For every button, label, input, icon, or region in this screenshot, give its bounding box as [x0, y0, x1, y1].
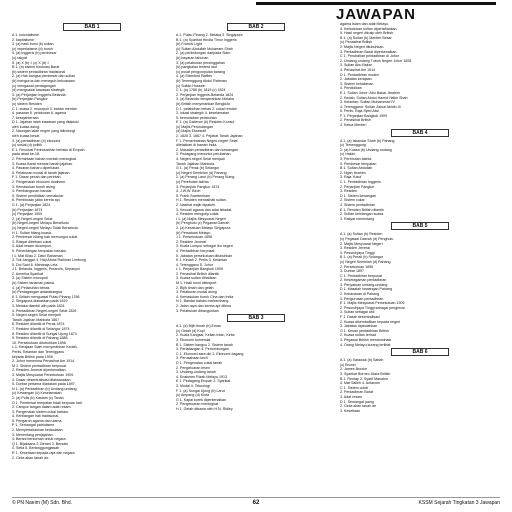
answer-line: 2. James Brooke: [340, 367, 367, 372]
answer-line: 2. Ngah Ibrahim: [340, 170, 366, 175]
answer-line: (c) Hakim: [340, 152, 356, 157]
answer-line: 6. Residen dilantik di Perak 1874: [12, 322, 65, 327]
answer-line: (c) sistem Residen: [12, 101, 42, 106]
answer-line: A 1. kolonialisme: [12, 33, 39, 37]
answer-line: D 1. Semangat juang: [340, 399, 374, 404]
answer-line: I 1. Mat Kilau 2. Dato' Bahaman: [12, 253, 63, 258]
section-title: BAB 3: [227, 314, 285, 322]
answer-line: 2. Kedah: Sultan Abdul Hamid Halim Shah: [340, 95, 408, 100]
answer-line: O 1. Pembesar tempatan tidak berpuas hati.: [12, 400, 83, 405]
answer-line: 9. Residen dilantik di Pahang 1888: [12, 336, 68, 341]
answer-line: (b) Francis Light: [176, 42, 202, 47]
answer-line: 4. Residen mengutip cukai.: [176, 212, 220, 217]
answer-line: 3. (a) Belanda menyerahkan Melaka: [176, 97, 234, 102]
answer-line: C 1. kuasa 2. monopoli 3. bahan mentah: [12, 106, 77, 111]
answer-column-3: [340, 22, 500, 490]
answer-line: 2. Nasihat wajib dipatuhi.: [176, 202, 216, 207]
answer-line: 2. Pengenalan ekonomi dualisme.: [12, 180, 67, 184]
answer-line: 2. Mempertahankan kedaulatan.: [12, 428, 64, 433]
answer-line: N 1. Bandar baharu berkembang: [176, 299, 229, 304]
answer-line: 4. Enakmen Rizab Melayu 1913: [176, 374, 227, 379]
answer-line: 4. J.W.W. Birch: [176, 189, 201, 194]
answer-line: 5. Dol Said 6. Maharaja Lela: [12, 262, 58, 267]
answer-line: (c) sosial (d) politik: [12, 143, 42, 148]
answer-line: (c) Majlis Perundangan: [176, 124, 213, 129]
answer-line: 3. Kesetiaan: [340, 408, 360, 413]
answer-line: (c) mengawal perdagangan: [12, 83, 56, 88]
answer-line: G 1. (a) Perjanjian 1824: [12, 202, 51, 207]
section-title: BAB 6: [391, 348, 449, 356]
answer-line: 3. Kuasa Barat mencari tanah jajahan.: [12, 161, 74, 166]
answer-line: 2. (a) Polis (b) Kastam (c) Tanah: [12, 395, 64, 400]
answer-line: 3. Undang-undang tanah: [176, 370, 216, 375]
answer-line: 4. Dasar desentralisasi dilaksanakan.: [12, 377, 72, 382]
answer-line: oleh kuasa besar.: [12, 134, 41, 139]
answer-line: A 1. (a) Sultan (b) Residen: [340, 232, 383, 237]
answer-line: E 1. Sultan Johor: Abu Bakar, Ibrahim: [340, 90, 400, 95]
answer-line: 3. (a) pelabuhan persinggahan: [176, 60, 225, 65]
answer-line: 2. Singapura diasaskan pada 1819: [12, 299, 68, 304]
answer-line: E 1. Residen British dilantik: [340, 207, 384, 212]
answer-line: H 1. Sultan hilang kuasa.: [12, 230, 52, 235]
section-title: BAB 5: [391, 222, 449, 230]
answer-line: 4. Pentadbiran berpusat: [176, 248, 215, 253]
answer-line: 5. kemudahan pelabuhan: [176, 115, 217, 120]
answer-line: 3. (a) hasil bumi (b) sultan: [12, 42, 54, 47]
answer-line: 4. (a) Inggeris (b) pembesar: [12, 51, 57, 56]
answer-line: 4. Kemasukan buruh Cina dan India: [176, 294, 234, 299]
answer-line: D 1. Masalah kewangan Pahang: [340, 287, 392, 292]
answer-line: 3. Majlis Mesyuarat Persekutuan 1909.: [12, 372, 75, 377]
answer-line: (b) pangkalan tentera laut: [176, 65, 217, 70]
answer-line: 2. Cinta akan tanah air.: [12, 455, 49, 460]
answer-line: (b) Temenggung Abdul Rahman: [176, 78, 227, 83]
answer-line: 4. pasaran 5. pelaburan 6. agama: [12, 111, 66, 116]
answer-line: 3. Kelantan: Sultan Muhammad IV: [340, 100, 395, 105]
answer-line: 2. Undang-undang Tubuh Negeri Johor 1895: [340, 58, 412, 63]
answer-line: (b) Penghulu (c) Pegawai Daerah: [176, 221, 230, 226]
footer-page-number: 62: [252, 500, 260, 506]
answer-line: L 1. Perjanjian Bangkok 1909: [176, 267, 223, 272]
answer-line: 3. lokasi strategik 4. keselamatan: [176, 111, 230, 116]
answer-line: 2. (a) Kuasa (b) Undang-undang: [340, 147, 392, 152]
answer-line: 2. Bijih timah dan getah: [176, 285, 214, 290]
answer-line: 2. Cinta akan tanah air: [340, 404, 377, 409]
answer-line: 2. (a) Negeri-negeri Selat: [12, 216, 53, 221]
answer-line: (b) bayaran tahunan: [176, 55, 209, 60]
answer-line: 2. Jabatan kerajaan: [340, 77, 372, 82]
answer-line: 3. Adat resam: [340, 394, 363, 399]
answer-line: 2. Campur tangan dalam adat resam.: [12, 405, 72, 410]
answer-line: Tanah Jajahan Mahkota.: [176, 161, 216, 166]
answer-line: 2. Majlis Mesyuarat Negeri: [340, 241, 383, 246]
answer-line: B 1. (a) sistem birokrasi Barat: [12, 65, 60, 70]
answer-line: B 1. Sistem kangcu 2. Sistem tanah: [176, 342, 233, 347]
answer-line: 3. Penyatuan undang-undang: [340, 282, 388, 287]
answer-line: (c) Negeri Sembilan (d) Pahang: [176, 170, 227, 175]
answer-line: 3. (a) Sistem monopoli: [12, 276, 48, 281]
answer-line: (c) Sultan Hussein: [176, 83, 206, 88]
answer-line: 3. Jabatan dipindahkan: [340, 324, 378, 329]
answer-line: 2. Pengeluaran meningkat: [176, 402, 218, 407]
answer-line: 5. Durbar pertama diadakan pada 1897.: [12, 382, 76, 387]
answer-line: 5. Hasil negeri dikutip oleh British.: [340, 31, 395, 36]
answer-line: 3. Sistem kehakiman: [340, 81, 374, 86]
answer-line: 4. Orang Melayu kurang terlibat: [340, 342, 391, 347]
footer-series: KSSM Sejarah Tingkatan 3 Jawapan: [418, 500, 500, 506]
answer-line: 3. Rakyat dibebani cukai.: [12, 239, 53, 244]
answer-line: 2. (a) perlindungan daripada Siam: [176, 51, 231, 56]
answer-line: 3. Sistem pentadbiran: [340, 202, 375, 207]
answer-line: 2. Penasihat British dilantik: [176, 271, 220, 276]
answer-line: 3. Menentang penjajahan.: [12, 432, 54, 437]
answer-line: 2. Kekacauan di Pahang: [340, 292, 380, 297]
answer-line: (b) Perjanjian 1874: [12, 207, 43, 212]
answer-line: Perlis, Kelantan dan Terengganu: [12, 349, 65, 354]
answer-line: 5. Sistem pendidikan vernakular.: [12, 193, 64, 198]
answer-line: 7. kesejahteraan: [12, 115, 39, 120]
answer-line: 3. Ketua Menteri: [340, 123, 367, 128]
answer-line: 2. Pengeluaran lesen: [176, 365, 210, 370]
answer-line: E 1. Pedagang Eropah 2. Syarikat: [176, 379, 231, 384]
answer-line: 3. Pedagang menuntut perubahan.: [176, 152, 232, 157]
answer-line: H 1. Getah dibawa oleh H.N. Ridley: [176, 406, 233, 411]
answer-line: C 1. Ekonomi sara diri 2. Ekonomi dagang: [176, 351, 244, 356]
answer-line: 4. Adat resam dicampuri.: [12, 244, 52, 249]
answer-line: 3. Perladangan 4. Perlombongan: [176, 347, 229, 352]
answer-line: 3. Modal 4. Teknologi: [176, 383, 210, 388]
answer-line: (c) Ampang (d) Kinta: [176, 393, 209, 398]
answer-line: 5. Jabatan persekutuan ditubuhkan: [176, 253, 233, 258]
answer-line: 3. Kuasa sultan dihadkan: [176, 276, 217, 281]
answer-line: 2. Jalan raya dan kereta api dibina: [176, 304, 231, 309]
answer-line: D 1. Jajahan ialah kawasan yang ditakluki: [12, 120, 79, 125]
answer-line: 3. (a) pentadbiran (b) ekonomi: [12, 138, 61, 143]
answer-line: F 1. Perjanjian Bangkok 1909: [340, 113, 388, 118]
answer-line: agama Islam dan adat Melayu.: [340, 22, 390, 26]
answer-line: 4. (a) Stamford Raffles: [176, 74, 213, 79]
answer-line: 3. Raja Yusuf: [340, 175, 362, 180]
answer-line: 3. Pentadbiran Barat diperkenalkan.: [340, 49, 398, 54]
answer-column-2: [176, 22, 336, 490]
answer-line: 2. Residen Jeneral: [176, 239, 206, 244]
section-title: BAB 4: [391, 129, 449, 137]
answer-line: Q 1. Bijaksana 2. Berani 3. Bersatu: [12, 441, 69, 446]
answer-line: 2. Permintaan bahan mentah meningkat.: [12, 157, 77, 162]
answer-line: M 1. Sistem pentadbiran berpusat.: [12, 363, 67, 368]
answer-line: 2. 1826 3. 1867 4. Pejabat Tanah Jajahan: [176, 134, 243, 139]
answer-line: 3. Pegawai British mendominasi: [340, 338, 392, 342]
answer-line: M 1. Hasil bumi dieksport: [176, 281, 217, 286]
answer-line: 3. Pengurusan pentadbiran: [340, 296, 384, 301]
answer-line: (c) Brunei: [340, 362, 356, 367]
answer-line: (b) Sistem tanaman paksa: [12, 281, 54, 286]
answer-line: (d) Majlis Eksekutif: [176, 129, 207, 134]
answer-line: (b) sistem pentadbiran tradisional: [12, 69, 66, 74]
answer-line: N 1. (a) Pentadbiran (b) Undang-undang: [12, 386, 77, 391]
page-header: [256, 2, 496, 23]
answer-line: 2. Pentadbiran Barat: [340, 390, 373, 395]
answer-line: C 1. Pentadbiran Inggeris: [340, 180, 381, 184]
answer-line: 3. Residen Jeneral: [340, 246, 370, 251]
answer-line: 4. (a) Pelabuhan bebas: [12, 285, 50, 290]
answer-line: 2. Sultan kehilangan kuasa: [340, 212, 384, 217]
answer-line: P 1. Semangat patriotisme.: [12, 423, 56, 428]
answer-line: 4. Pesuruhjaya Tinggi: [340, 250, 375, 255]
answer-line: 2. (a) Hak bangsa pembesar dan sultan: [12, 74, 76, 79]
answer-line: 3. Pengenalan sistem cukai baharu.: [12, 409, 70, 414]
page-title: JAWAPAN: [335, 5, 417, 23]
answer-line: (c) Negeri Sembilan (d) Pahang: [340, 259, 391, 264]
answer-line: oleh kuasa asing.: [12, 124, 40, 129]
answer-line: 5. Pelaburan modal di tanah jajahan.: [12, 170, 71, 175]
answer-line: (c) Perebutan takhta: [176, 180, 209, 184]
answer-line: 3. Syarikat Borneo Utara British: [340, 371, 391, 376]
answer-line: A 1. (a) Iskandar Shah (b) Pahang: [340, 138, 395, 143]
answer-line: H 1. Residen menasihati sultan.: [176, 198, 227, 203]
answer-line: 2. Majlis Negeri ditubuhkan.: [340, 44, 385, 49]
answer-line: 4. Terengganu: Sultan Zainal Abidin III: [340, 104, 401, 109]
answer-line: (c) Perjanjian 1909: [12, 212, 43, 217]
answer-line: 3. Kuala Lumpur sebagai ibu negeri: [176, 244, 233, 249]
answer-line: 4. Pembesar tempatan: [340, 161, 377, 166]
answer-line: 2. Kuasa dikembalikan kepada negeri: [340, 319, 400, 324]
answer-line: C 1. Perubahan pentadbiran di Johor: [340, 54, 399, 59]
answer-line: G 1. (a) Perak (b) Selangor: [176, 166, 220, 171]
answer-line: 2. Penasihat British: [340, 118, 371, 123]
answer-line: A 1. (a) Sarawak (b) Sabah: [340, 358, 384, 363]
answer-line: (b) mengurus dan meneguh kekuasaan: [12, 78, 75, 83]
answer-line: 4. Negeri-negeri Selat menjadi: [176, 157, 225, 162]
answer-line: 5. Negeri-negeri Selat menjadi: [12, 313, 61, 318]
answer-line: 2. Residen-Jeneral diperkenalkan.: [12, 368, 67, 373]
answer-line: 2. (a) Kesatuan Melayu Singapura: [176, 225, 231, 230]
answer-line: B 1. Rentap 2. Syarif Masahor: [340, 376, 389, 381]
answer-line: (b) Perjanjian Pangkor: [12, 97, 48, 102]
answer-line: 3. (a) Perjanjian Inggeris-Belanda: [12, 92, 66, 97]
answer-line: D 1. Pengenalan cukai tanah: [176, 360, 223, 365]
answer-line: 2. Perjanjian Inggeris-Belanda 1824: [176, 92, 234, 97]
answer-line: 3. Perjanjian Pangkor 1874: [176, 184, 220, 189]
answer-line: K 1. Britain menguasai Pulau Pinang 1786: [12, 294, 80, 299]
answer-line: 4. Kedudukan sultan dipertahankan.: [340, 26, 398, 31]
answer-line: (c) Negeri-negeri Melayu Tidak Bersekutu: [12, 225, 79, 230]
answer-line: C 1. (a) 1786 (b) 1819 (c) 1824: [176, 88, 226, 93]
answer-line: 4. Kehilangan hak tradisional.: [12, 414, 60, 419]
answer-line: E 1. Revolusi Perindustrian berlaku di Eropah: [12, 147, 85, 152]
answer-line: E 1. Majlis Mesyuarat Persekutuan 1909: [340, 301, 405, 306]
answer-line: B 1. (a) Perak (b) Selangor: [340, 255, 383, 260]
answer-line: (b) Perdagangan antarabangsa: [12, 290, 62, 295]
answer-line: F 1. Pemerintahan Negeri-negeri Selat: [176, 138, 238, 143]
answer-line: 2. Amerika Syarikat: [12, 271, 43, 276]
answer-line: 5. Perlis: Raja Syed Alwi: [340, 109, 379, 114]
answer-line: 7. Residen dilantik di Selangor 1874: [12, 327, 70, 331]
answer-line: (b) British menyerahkan Bengkulu: [176, 101, 231, 106]
answer-line: 4. Berani berkorban untuk negara.: [12, 437, 67, 442]
answer-line: 5. (a) X (b) √ (c) X (d) √: [12, 60, 50, 65]
answer-line: 4. Terengganu 5. Johor: [176, 262, 213, 267]
section-title: BAB 1: [63, 23, 121, 31]
answer-line: R 1. Kesetiaan kepada raja dan negara.: [12, 451, 76, 456]
answer-line: 4. Pasaran baharu diperlukan.: [12, 166, 61, 171]
answer-line: 4. Penasihat Am 1914: [340, 67, 376, 72]
answer-line: (d) menguasai kawasan strategik: [12, 88, 65, 93]
answer-line: 3. Rakyat menentang: [340, 216, 375, 221]
answer-line: D 1. Pentadbiran moden: [340, 72, 379, 77]
answer-line: D 1. Sistem kewangan: [340, 193, 376, 198]
answer-line: C 1. Sistem cukai: [340, 385, 368, 390]
answer-line: (c) rakyat: [12, 55, 27, 60]
answer-line: 3. Kemasukan buruh asing.: [12, 184, 56, 189]
answer-line: 2. kapitalisme: [12, 37, 34, 42]
answer-line: kepada British pada 1909.: [12, 354, 54, 359]
answer-line: 3. Pelaburan modal asing: [176, 290, 217, 295]
answer-column-1: [12, 22, 172, 490]
answer-line: F 1. (a) Sungai Ujong (b) Larut: [176, 388, 225, 393]
answer-line: 5. Frank Swettenham: [176, 193, 211, 198]
section-title: BAB 2: [227, 23, 285, 31]
answer-line: 2. Persekutuan 1896: [340, 264, 374, 269]
answer-line: E 1. (a) Gabenor (b) Residen Konsul: [176, 120, 235, 125]
answer-line: B 1. Sultan Abdullah: [340, 166, 373, 171]
answer-line: 3. Durbar 1897: [340, 269, 364, 274]
answer-line: 10. Persekutuan ditubuhkan 1896: [12, 340, 66, 345]
answer-line: 2. Perjanjian Pangkor: [340, 184, 375, 189]
answer-line: 4. Pentadbiran Negeri-negeri Selat 1826: [12, 308, 77, 313]
answer-line: (c) Temenggung: [340, 143, 366, 148]
answer-line: G 1. Kapal korek diperkenalkan: [176, 397, 227, 402]
answer-line: diletakkan di bawah India.: [176, 143, 218, 148]
answer-line: 3. Perebutan takhta: [340, 157, 372, 162]
answer-line: I 1. (a) Majlis Mesyuarat Negeri: [176, 216, 226, 221]
answer-line: F 1. Dasar pecah dan perintah.: [12, 175, 62, 180]
answer-line: (c) imperialisme (d) buruh: [12, 46, 53, 51]
answer-columns: [12, 22, 500, 490]
answer-line: 2. Pesuruhjaya Tinggi sebagai pengerusi: [340, 305, 405, 310]
answer-line: 6. Pembinaan jalan kereta api.: [12, 198, 61, 203]
answer-line: 2. Keseragaman pentadbiran: [340, 278, 387, 283]
answer-line: 2. (a) Perang Larut (b) Perang Klang: [176, 175, 235, 180]
answer-line: 2. Kuasa sultan terhad: [340, 333, 376, 338]
answer-line: Tanah Jajahan Mahkota 1867: [12, 317, 60, 322]
answer-line: 3. Sultan Abu Bakar: [340, 63, 372, 68]
answer-line: (b) Negeri-negeri Melayu Bersekutu: [12, 221, 69, 226]
answer-line: L 1. Kerajaan Siam menyerahkan Kedah,: [12, 345, 78, 350]
answer-line: J 1. Persekutuan 1896: [176, 235, 212, 240]
answer-line: (b) Persatuan Melayu: [176, 230, 211, 235]
answer-line: 4. Pembangunan bandar.: [12, 189, 53, 194]
answer-line: 3. Melaka diambil alih pada 1824: [12, 304, 65, 309]
answer-line: 3. Residen: [340, 189, 358, 194]
answer-line: D 1. pelabuhan bebas 2. cukai rendah: [176, 106, 237, 111]
answer-page: [12, 0, 500, 512]
answer-line: (c) Getah (d) Kopi: [176, 328, 205, 333]
answer-line: A 1. (a) Bijih timah (b) Emas: [176, 324, 221, 329]
answer-line: 3. Mat Salleh 4. Antanom: [340, 381, 381, 386]
answer-line: K 1. Kedah 2. Perlis 3. Kelantan: [176, 258, 227, 263]
answer-line: B 1. (a) Syarikat Hindia Timur Inggeris: [176, 37, 237, 42]
answer-line: (c) Penasihat British: [340, 40, 373, 45]
answer-line: 2. Naungan ialah negeri yang dilindungi: [12, 129, 76, 134]
answer-line: J 1. Belanda, Inggeris, Perancis, Sepanyol: [12, 267, 80, 272]
answer-line: 3. Pelabuhan dibangunkan: [176, 308, 219, 313]
answer-line: 3. Tok Janggut 4. Haji Abdul Rahman Limbong: [12, 258, 86, 263]
answer-line: 2. Pembesar hilang hak memungut cukai.: [12, 235, 79, 240]
answer-line: 3. Kecuali agama dan adat istiadat.: [176, 207, 233, 212]
answer-line: A 1. Pulau Pinang 2. Melaka 3. Singapura: [176, 33, 243, 37]
answer-line: (c) Pegawai Daerah (d) Penghulu: [340, 236, 394, 241]
answer-line: 4. Setia 5. Bertanggungjawab: [12, 446, 60, 451]
answer-line: pada abad ke-18.: [12, 152, 40, 157]
answer-line: 2. Sistem cukai: [340, 198, 365, 203]
answer-line: C 1. Pentadbiran berpusat: [340, 273, 382, 278]
answer-line: (c) Sultan Abdullah Mukarram Shah: [176, 46, 233, 51]
answer-line: (c) Kewangan (d) Keselamatan: [12, 391, 62, 396]
answer-line: 3. Sultan sebagai ahli: [340, 310, 375, 315]
answer-line: 2. Johor menerima Penasihat Am 1914.: [12, 359, 76, 364]
answer-line: 5. Pengaruh agama dan ulama.: [12, 418, 63, 423]
answer-line: 2. Masalah pentadbiran dan kewangan.: [176, 147, 239, 152]
answer-line: 4. Pendidikan: [340, 86, 362, 91]
answer-line: 8. Residen dilantik di Sungai Ujong 1874: [12, 331, 77, 336]
footer-copyright: © PN Naeim (M) Sdn. Bhd.: [12, 500, 73, 506]
answer-line: (c) pusat pengumpulan barang: [176, 69, 225, 74]
footer-rule: [12, 497, 500, 498]
answer-line: B 1. (a) Sultan (b) Menteri Besar: [340, 35, 392, 40]
answer-line: 2. Kuala Kangsar, Kelian Intan, Kinta: [176, 333, 235, 338]
answer-line: 3. Ekonomi komersial: [176, 338, 211, 342]
answer-line: 3. Perusahaan kecil: [176, 356, 208, 361]
answer-line: G 1. Kesan pentadbiran British: [340, 328, 389, 333]
answer-line: 5. Penentangan tempatan berlaku.: [12, 248, 68, 253]
answer-line: F 1. Dasar desentralisasi: [340, 315, 380, 320]
